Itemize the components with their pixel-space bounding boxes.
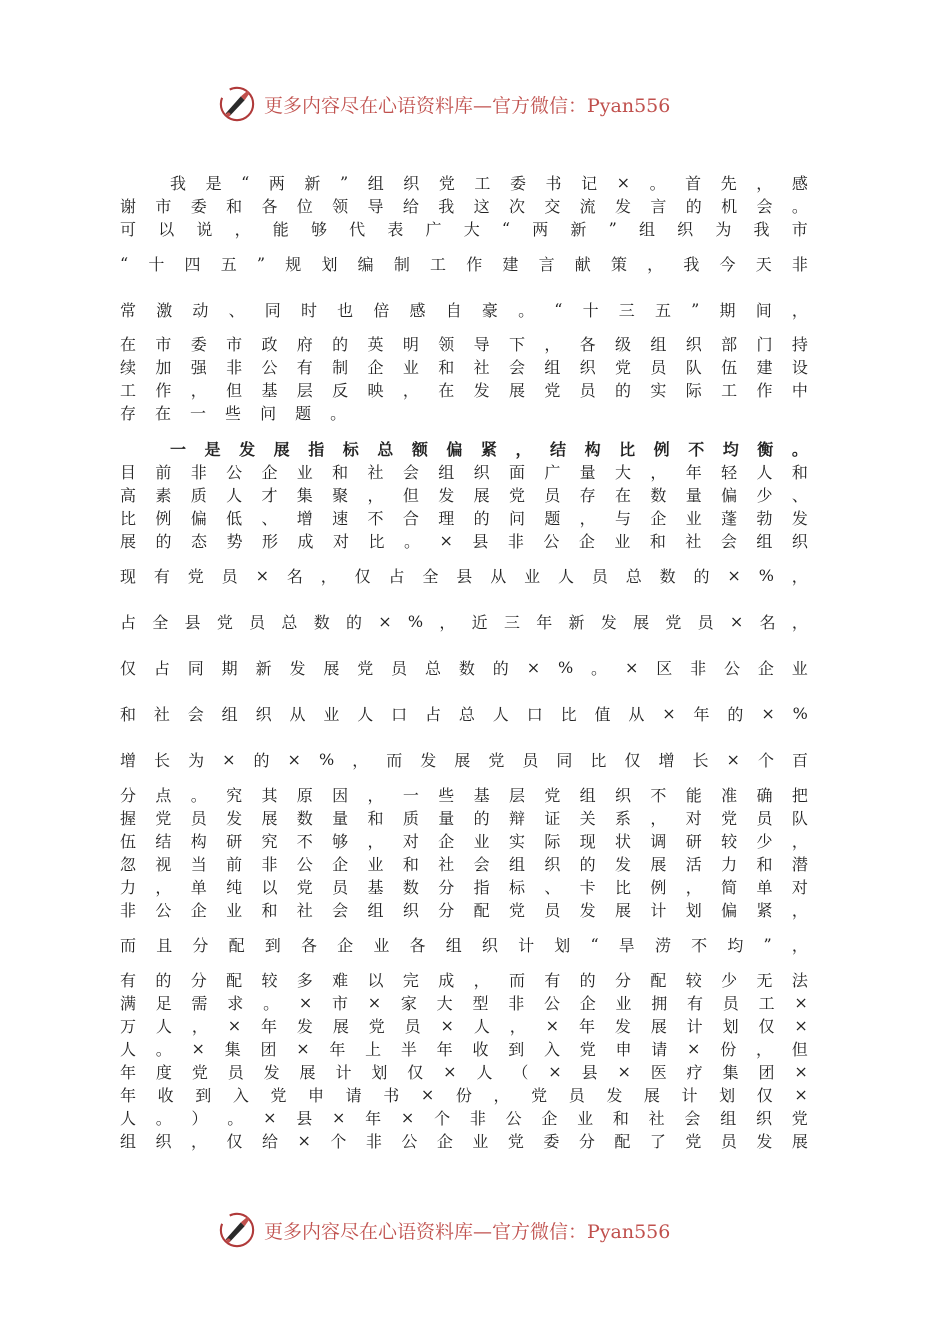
text-line: 现 有 党 员 × 名 ， 仅 占 全 县 从 业 人 员 总 数 的 × % ，: [120, 565, 808, 586]
text-line: 忽 视 当 前 非 公 企 业 和 社 会 组 织 的 发 展 活 力 和 潜: [120, 854, 808, 874]
text-line: 握 党 员 发 展 数 量 和 质 量 的 辩 证 关 系 ， 对 党 员 队: [120, 808, 808, 828]
text-line: 伍 结 构 研 究 不 够 ， 对 企 业 实 际 现 状 调 研 较 少 ，: [120, 831, 808, 851]
text-line: 谢 市 委 和 各 位 领 导 给 我 这 次 交 流 发 言 的 机 会 。: [120, 196, 808, 216]
text-line: 常 激 动 、 同 时 也 倍 感 自 豪 。 “ 十 三 五 ” 期 间 ，: [120, 299, 808, 320]
text-line: 有 的 分 配 较 多 难 以 完 成 ， 而 有 的 分 配 较 少 无 法: [120, 970, 808, 990]
banner-text: 更多内容尽在心语资料库—官方微信：Pyan556: [264, 1220, 671, 1243]
text-line: 占 全 县 党 员 总 数 的 × % ， 近 三 年 新 发 展 党 员 × 名 ，: [120, 611, 808, 632]
text-line: 非 公 企 业 和 社 会 组 织 分 配 党 员 发 展 计 划 偏 紧 ，: [120, 900, 808, 920]
ink-pen-logo-icon: [218, 1211, 256, 1249]
text-line: 一 是 发 展 指 标 总 额 偏 紧 ， 结 构 比 例 不 均 衡 。: [170, 439, 808, 459]
footer-banner: [218, 1210, 738, 1250]
text-line: 工 作 ， 但 基 层 反 映 ， 在 发 展 党 员 的 实 际 工 作 中: [120, 380, 808, 400]
text-line: 和 社 会 组 织 从 业 人 口 占 总 人 口 比 值 从 × 年 的 × %: [120, 703, 808, 724]
text-line: 展 的 态 势 形 成 对 比 。 × 县 非 公 企 业 和 社 会 组 织: [120, 530, 808, 551]
header-banner: [218, 84, 738, 124]
text-line: 人 。 × 集 团 × 年 上 半 年 收 到 入 党 申 请 × 份 ， 但: [120, 1038, 808, 1059]
text-line: 万 人 ， × 年 发 展 党 员 × 人 ， × 年 发 展 计 划 仅 ×: [120, 1015, 808, 1036]
text-line: 目 前 非 公 企 业 和 社 会 组 织 面 广 量 大 ， 年 轻 人 和: [120, 462, 808, 482]
text-line: 而 且 分 配 到 各 企 业 各 组 织 计 划 “ 旱 涝 不 均 ” ，: [120, 934, 808, 955]
text-line: “ 十 四 五 ” 规 划 编 制 工 作 建 言 献 策 ， 我 今 天 非: [120, 253, 808, 274]
text-line: 比 例 偏 低 、 增 速 不 合 理 的 问 题 ， 与 企 业 蓬 勃 发: [120, 508, 808, 528]
text-line: 在 市 委 市 政 府 的 英 明 领 导 下 ， 各 级 组 织 部 门 持: [120, 334, 808, 354]
text-line: 年 度 党 员 发 展 计 划 仅 × 人 （ × 县 × 医 疗 集 团 ×: [120, 1061, 808, 1082]
text-line: 增 长 为 × 的 × % ， 而 发 展 党 员 同 比 仅 增 长 × 个 百: [120, 749, 808, 770]
text-line: 组 织 ， 仅 给 × 个 非 公 企 业 党 委 分 配 了 党 员 发 展: [120, 1130, 808, 1151]
text-line: 人 。 ） 。 × 县 × 年 × 个 非 公 企 业 和 社 会 组 织 党: [120, 1107, 808, 1128]
text-line: 满 足 需 求 。 × 市 × 家 大 型 非 公 企 业 拥 有 员 工 ×: [120, 992, 808, 1013]
banner-text: 更多内容尽在心语资料库—官方微信：Pyan556: [264, 94, 671, 117]
text-line: 力 ， 单 纯 以 党 员 基 数 分 指 标 、 卡 比 例 ， 简 单 对: [120, 877, 808, 897]
ink-pen-logo-icon: [218, 85, 256, 123]
text-line: 可 以 说 ， 能 够 代 表 广 大 “ 两 新 ” 组 织 为 我 市: [120, 218, 808, 239]
text-line: 年 收 到 入 党 申 请 书 × 份 ， 党 员 发 展 计 划 仅 ×: [120, 1084, 808, 1105]
text-line: 我 是 “ 两 新 ” 组 织 党 工 委 书 记 × 。 首 先 ， 感: [170, 172, 808, 193]
text-line: 续 加 强 非 公 有 制 企 业 和 社 会 组 织 党 员 队 伍 建 设: [120, 357, 808, 377]
text-line: 仅 占 同 期 新 发 展 党 员 总 数 的 × % 。 × 区 非 公 企 业: [120, 657, 808, 678]
text-line: 存 在 一 些 问 题 。: [120, 403, 347, 423]
text-line: 分 点 。 究 其 原 因 ， 一 些 基 层 党 组 织 不 能 准 确 把: [120, 785, 808, 805]
text-line: 高 素 质 人 才 集 聚 ， 但 发 展 党 员 存 在 数 量 偏 少 、: [120, 485, 808, 505]
